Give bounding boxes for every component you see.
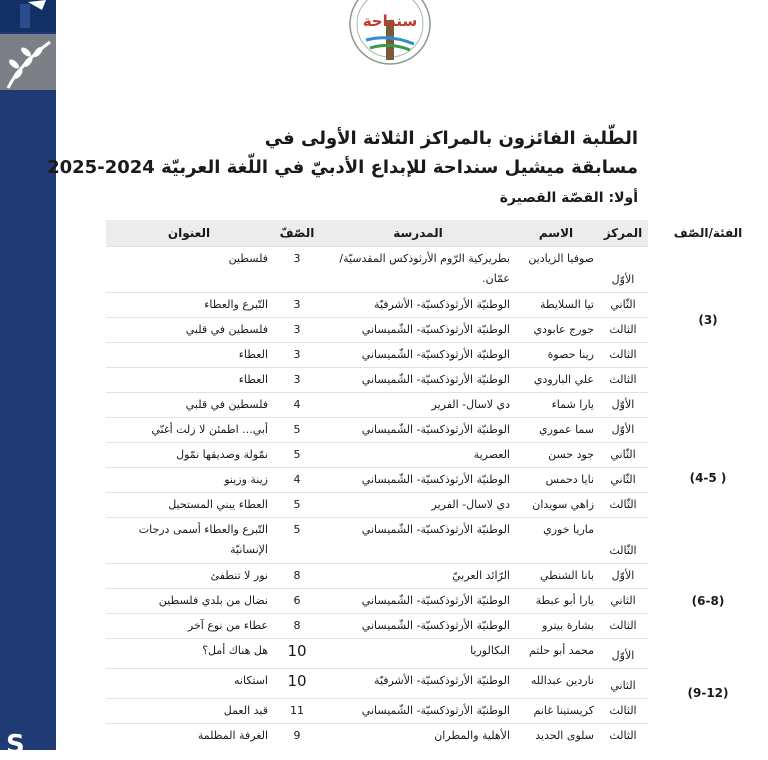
laurel-icon bbox=[0, 34, 56, 90]
rank-cell: الأوّل bbox=[598, 247, 648, 293]
name-cell: زاهي سويدان bbox=[514, 493, 598, 518]
school-cell: دي لاسال- الفرير bbox=[322, 393, 514, 418]
winners-table bbox=[106, 220, 768, 748]
story-title-cell: فلسطين bbox=[106, 247, 272, 293]
name-cell: ناردين عبدالله bbox=[514, 669, 598, 699]
story-title-cell: فلسطين في قلبي bbox=[106, 393, 272, 418]
story-title-cell: التّبرع والعطاء bbox=[106, 293, 272, 318]
story-title-cell: فلسطين في قلبي bbox=[106, 318, 272, 343]
rank-cell: الثاني bbox=[598, 589, 648, 614]
rank-cell: الثّالث bbox=[598, 493, 648, 518]
rank-cell: الثالث bbox=[598, 318, 648, 343]
side-banner bbox=[0, 0, 56, 760]
name-cell: محمد أبو حلتم bbox=[514, 639, 598, 669]
rank-cell: الأوّل bbox=[598, 418, 648, 443]
grade-cell: 8 bbox=[272, 564, 322, 589]
table-row bbox=[106, 393, 768, 418]
story-title-cell: العطاء bbox=[106, 343, 272, 368]
story-title-cell: نضال من بلدي فلسطين bbox=[106, 589, 272, 614]
category-cell: (6-8) bbox=[648, 564, 768, 639]
story-title-cell: العطاء bbox=[106, 368, 272, 393]
grade-cell: 4 bbox=[272, 468, 322, 493]
school-cell: الرّائد العربيّ bbox=[322, 564, 514, 589]
story-title-cell: عطاء من نوع آخر bbox=[106, 614, 272, 639]
name-cell: سما عموري bbox=[514, 418, 598, 443]
story-title-cell: قيد العمل bbox=[106, 699, 272, 724]
story-title-cell: استكانه bbox=[106, 669, 272, 699]
grade-cell: 5 bbox=[272, 418, 322, 443]
school-cell: العصرية bbox=[322, 443, 514, 468]
school-cell: الأهلية والمطران bbox=[322, 724, 514, 749]
story-title-cell: هل هناك أمل؟ bbox=[106, 639, 272, 669]
school-cell: الوطنيّة الأرثوذكسيّة- الشّميساني bbox=[322, 699, 514, 724]
grade-cell: 5 bbox=[272, 443, 322, 468]
grade-cell: 10 bbox=[272, 669, 322, 699]
rank-cell: الثالث bbox=[598, 724, 648, 749]
category-cell: ( 4-5) bbox=[648, 393, 768, 564]
grade-cell: 3 bbox=[272, 368, 322, 393]
rank-cell: الثّاني bbox=[598, 468, 648, 493]
name-cell: رينا حصوة bbox=[514, 343, 598, 368]
heading-line-1: الطّلبة الفائزون بالمراكز الثلاثة الأولى في bbox=[264, 128, 638, 149]
school-cell: الوطنيّة الأرثوذكسيّة- الشّميساني bbox=[322, 589, 514, 614]
grade-cell: 11 bbox=[272, 699, 322, 724]
table-row bbox=[106, 639, 768, 669]
rank-cell: الثالث bbox=[598, 699, 648, 724]
header-rank: المركز bbox=[598, 220, 648, 247]
header-category: الفئة/الصّف bbox=[648, 220, 768, 247]
header-name: الاسم bbox=[514, 220, 598, 247]
banner-top-block bbox=[0, 0, 56, 32]
school-cell: الوطنيّة الأرثوذكسيّة- الشّميساني bbox=[322, 614, 514, 639]
banner-laurel-block bbox=[0, 34, 56, 90]
school-cell: دي لاسال- الفرير bbox=[322, 493, 514, 518]
category-cell: (9-12) bbox=[648, 639, 768, 749]
grade-cell: 3 bbox=[272, 343, 322, 368]
table-row bbox=[106, 247, 768, 293]
competition-logo bbox=[336, 0, 444, 68]
name-cell: صوفيا الزيادين bbox=[514, 247, 598, 293]
rank-cell: الثّالث bbox=[598, 518, 648, 564]
table-row bbox=[106, 564, 768, 589]
rank-cell: الثاني bbox=[598, 669, 648, 699]
school-cell: بطريركية الرّوم الأرثوذكس المقدسيّة/ عمّان. bbox=[322, 247, 514, 293]
name-cell: تيا السلايطة bbox=[514, 293, 598, 318]
rank-cell: الثالث bbox=[598, 614, 648, 639]
section-heading: أولا: القصّة القصيرة bbox=[499, 190, 638, 206]
grade-cell: 5 bbox=[272, 493, 322, 518]
logo-text: سنداحة bbox=[362, 12, 418, 30]
grade-cell: 3 bbox=[272, 293, 322, 318]
story-title-cell: التّبرع والعطاء أسمى درجات الإنسانيّة bbox=[106, 518, 272, 564]
school-cell: الوطنيّة الأرثوذكسيّة- الشّميساني bbox=[322, 518, 514, 564]
name-cell: ماريا خوري bbox=[514, 518, 598, 564]
story-title-cell: نور لا تنطفئ bbox=[106, 564, 272, 589]
name-cell: جود حسن bbox=[514, 443, 598, 468]
name-cell: يارا أبو عبطة bbox=[514, 589, 598, 614]
grade-cell: 6 bbox=[272, 589, 322, 614]
school-cell: الوطنيّة الأرثوذكسيّة- الشّميساني bbox=[322, 418, 514, 443]
heading-line-2: مسابقة ميشيل سنداحة للإبداع الأدبيّ في اللّغة العربيّة 2024-2025 bbox=[47, 157, 638, 178]
grade-cell: 5 bbox=[272, 518, 322, 564]
name-cell: نايا دحمس bbox=[514, 468, 598, 493]
table-header-row bbox=[106, 220, 768, 247]
school-cell: الوطنيّة الأرثوذكسيّة- الشّميساني bbox=[322, 468, 514, 493]
story-title-cell: أبي... اطمئن لا زلت أغنّي bbox=[106, 418, 272, 443]
name-cell: بشارة بيترو bbox=[514, 614, 598, 639]
name-cell: بانا الشنطي bbox=[514, 564, 598, 589]
school-cell: الوطنيّة الأرثوذكسيّة- الأشرفيّة bbox=[322, 293, 514, 318]
rank-cell: الأوّل bbox=[598, 393, 648, 418]
school-cell: البكالوريا bbox=[322, 639, 514, 669]
rank-cell: الثّاني bbox=[598, 443, 648, 468]
grade-cell: 9 bbox=[272, 724, 322, 749]
story-title-cell: نمّولة وصديقها نمّول bbox=[106, 443, 272, 468]
school-cell: الوطنيّة الأرثوذكسيّة- الشّميساني bbox=[322, 368, 514, 393]
header-school: المدرسة bbox=[322, 220, 514, 247]
banner-letter: S bbox=[6, 730, 25, 760]
rank-cell: الأوّل bbox=[598, 564, 648, 589]
grade-cell: 4 bbox=[272, 393, 322, 418]
story-title-cell: العطاء يبني المستحيل bbox=[106, 493, 272, 518]
grade-cell: 3 bbox=[272, 247, 322, 293]
name-cell: يارا شماء bbox=[514, 393, 598, 418]
name-cell: علي البارودي bbox=[514, 368, 598, 393]
rank-cell: الثّاني bbox=[598, 293, 648, 318]
story-title-cell: الغرفة المظلمة bbox=[106, 724, 272, 749]
name-cell: كريستينا غانم bbox=[514, 699, 598, 724]
rank-cell: الثالث bbox=[598, 368, 648, 393]
school-cell: الوطنيّة الأرثوذكسيّة- الشّميساني bbox=[322, 318, 514, 343]
header-grade: الصّفّ bbox=[272, 220, 322, 247]
header-title: العنوان bbox=[106, 220, 272, 247]
rank-cell: الأوّل bbox=[598, 639, 648, 669]
grade-cell: 10 bbox=[272, 639, 322, 669]
school-cell: الوطنيّة الأرثوذكسيّة- الأشرفيّة bbox=[322, 669, 514, 699]
grade-cell: 8 bbox=[272, 614, 322, 639]
quill-icon bbox=[0, 0, 56, 32]
story-title-cell: زينة وزينو bbox=[106, 468, 272, 493]
name-cell: سلوى الحديد bbox=[514, 724, 598, 749]
category-cell: (3) bbox=[648, 247, 768, 393]
school-cell: الوطنيّة الأرثوذكسيّة- الشّميساني bbox=[322, 343, 514, 368]
rank-cell: الثالث bbox=[598, 343, 648, 368]
name-cell: جورج عابودي bbox=[514, 318, 598, 343]
grade-cell: 3 bbox=[272, 318, 322, 343]
